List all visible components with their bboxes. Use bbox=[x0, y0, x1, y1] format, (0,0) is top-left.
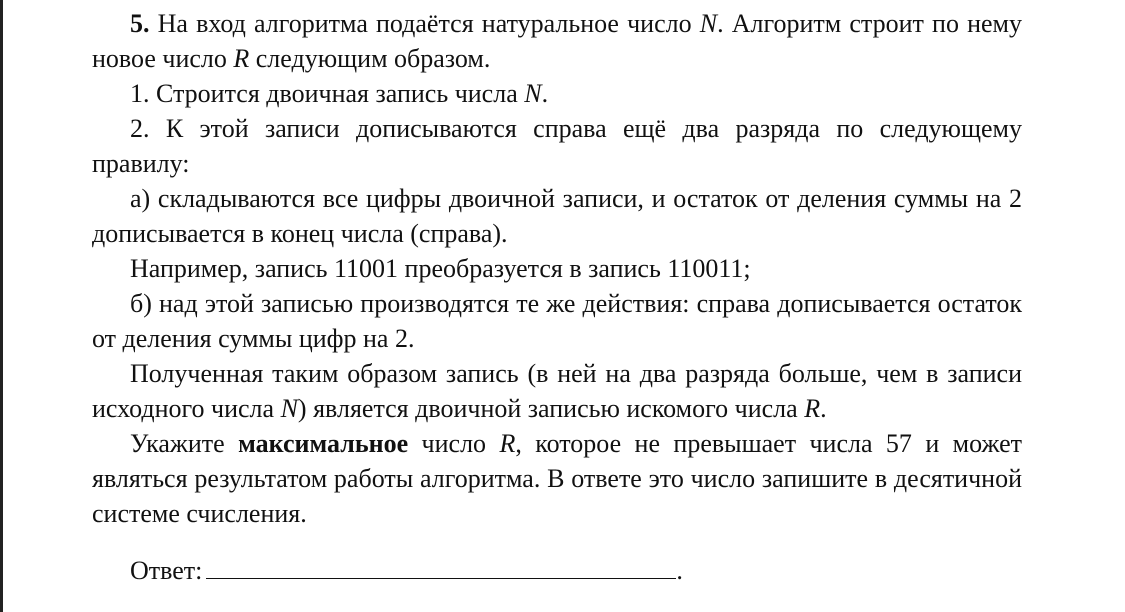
var-r: R bbox=[499, 429, 516, 458]
answer-row bbox=[92, 552, 1022, 588]
page-left-border bbox=[0, 0, 3, 612]
step-2a: а) складываются все цифры двоичной записи, и остаток от деления суммы на 2 дописывается в конец числа (справа). bbox=[92, 184, 1022, 248]
var-n: N bbox=[280, 394, 298, 423]
intro-text-a: На вход алгоритма подаётся натуральное число bbox=[149, 9, 700, 38]
task-paragraph bbox=[92, 426, 1022, 531]
example: Например, запись 11001 преобразуется в запись 110011; bbox=[130, 254, 751, 283]
result-paragraph bbox=[92, 356, 1022, 426]
step-2b: б) над этой записью производятся те же действия: справа дописывается остаток от деления суммы цифр на 2. bbox=[92, 289, 1022, 353]
task-emphasis: максимальное bbox=[238, 429, 409, 458]
step-1 bbox=[92, 76, 1022, 111]
var-r: R bbox=[233, 44, 250, 73]
task-text-c: , которое не превышает числа 57 и может являться результатом работы алгоритма. В ответе это число запишите в десятичной системе счисления. bbox=[92, 429, 1023, 528]
answer-blank[interactable] bbox=[206, 552, 676, 579]
answer-end: . bbox=[676, 556, 683, 585]
var-n: N bbox=[524, 79, 542, 108]
task-text-a: Укажите bbox=[130, 429, 239, 458]
step-1-text: 1. Строится двоичная запись числа bbox=[130, 79, 525, 108]
step-1-end: . bbox=[541, 79, 549, 108]
problem-intro bbox=[92, 6, 1022, 76]
answer-label: Ответ: bbox=[130, 556, 203, 585]
result-text-c: . bbox=[820, 394, 827, 423]
var-r: R bbox=[804, 394, 821, 423]
var-n: N bbox=[699, 9, 718, 38]
task-text-b: число bbox=[408, 429, 500, 458]
result-text-a: Полученная таким образом запись (в ней на два разряда больше, чем в записи исходного числа bbox=[92, 359, 1022, 423]
intro-text-c: следующим образом. bbox=[249, 44, 491, 73]
intro-text-b: . Алгоритм строит по нему новое число bbox=[92, 9, 1022, 73]
step-2: 2. К этой записи дописываются справа ещё два разряда по следующему правилу: bbox=[92, 114, 1022, 178]
problem-block bbox=[92, 6, 1022, 588]
result-text-b: ) является двоичной записью искомого числа bbox=[297, 394, 805, 423]
problem-number: 5. bbox=[130, 9, 150, 38]
